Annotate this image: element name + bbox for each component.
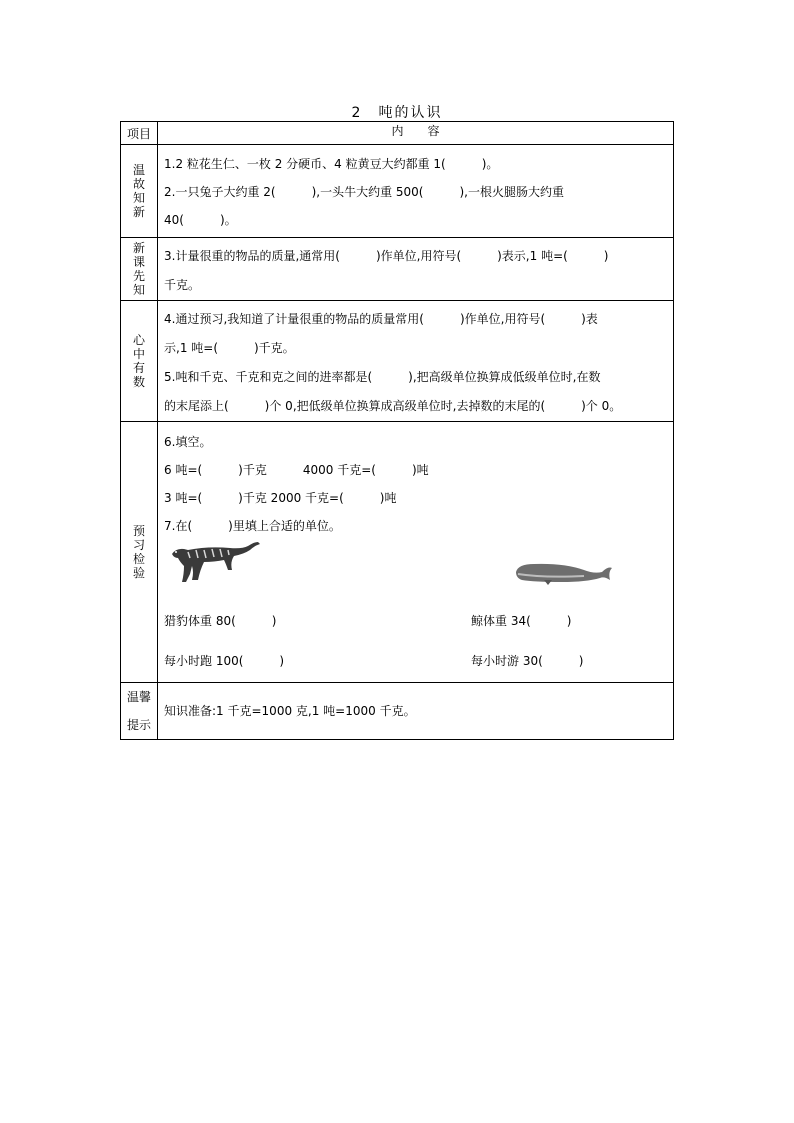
question-4-cont: 示,1 吨=( )千克。 xyxy=(164,341,295,355)
header-row xyxy=(121,122,674,145)
row-mind-content xyxy=(158,301,674,422)
row-check-label: 预习检验 xyxy=(132,524,145,580)
row-preview-label-cell xyxy=(121,238,158,301)
weight-pair xyxy=(164,602,673,640)
cheetah-image xyxy=(168,540,264,584)
question-3-cont: 千克。 xyxy=(164,278,201,292)
row-tips-label-cell xyxy=(121,683,158,740)
row-preview xyxy=(121,238,674,301)
row-review xyxy=(121,145,674,238)
header-item-label: 项目 xyxy=(126,126,151,141)
question-4: 4.通过预习,我知道了计量很重的物品的质量常用( )作单位,用符号( )表 xyxy=(164,312,598,326)
question-6-b: 3 吨=( )千克 2000 千克=( )吨 xyxy=(164,491,397,505)
row-check-content xyxy=(158,422,674,683)
row-tips-content xyxy=(158,683,674,740)
question-5: 5.吨和千克、千克和克之间的进率都是( ),把高级单位换算成低级单位时,在数 xyxy=(164,370,601,384)
row-review-label: 温故知新 xyxy=(132,163,145,219)
row-mind-label-cell xyxy=(121,301,158,422)
row-preview-label: 新课先知 xyxy=(132,241,145,297)
whale-speed: 每小时游 30( ) xyxy=(471,654,584,668)
row-check xyxy=(121,422,674,683)
question-6-a: 6 吨=( )千克 4000 千克=( )吨 xyxy=(164,463,429,477)
header-content-label: 内 容 xyxy=(391,124,440,138)
row-tips xyxy=(121,683,674,740)
worksheet-table xyxy=(120,121,674,740)
question-2: 2.一只兔子大约重 2( ),一头牛大约重 500( ),一根火腿肠大约重 xyxy=(164,185,564,199)
whale-weight: 鲸体重 34( ) xyxy=(471,614,572,628)
animal-pictures xyxy=(164,540,673,602)
row-mind-label: 心中有数 xyxy=(132,333,145,389)
row-preview-content xyxy=(158,238,674,301)
row-review-label-cell xyxy=(121,145,158,238)
row-tips-label: 温馨提示 xyxy=(126,690,151,732)
row-review-content xyxy=(158,145,674,238)
header-content-cell xyxy=(158,122,674,145)
row-mind xyxy=(121,301,674,422)
header-item-cell xyxy=(121,122,158,145)
question-5-cont: 的末尾添上( )个 0,把低级单位换算成高级单位时,去掉数的末尾的( )个 0。 xyxy=(164,399,622,413)
question-3: 3.计量很重的物品的质量,通常用( )作单位,用符号( )表示,1 吨=( ) xyxy=(164,249,609,263)
page-title: 2 吨的认识 xyxy=(351,105,443,121)
question-2-cont: 40( )。 xyxy=(164,213,237,227)
tips-text: 知识准备:1 千克=1000 克,1 吨=1000 千克。 xyxy=(164,704,416,718)
question-6: 6.填空。 xyxy=(164,435,212,449)
cheetah-weight: 猎豹体重 80( ) xyxy=(164,614,277,628)
row-check-label-cell xyxy=(121,422,158,683)
question-7: 7.在( )里填上合适的单位。 xyxy=(164,519,341,533)
cheetah-speed: 每小时跑 100( ) xyxy=(164,654,285,668)
speed-pair xyxy=(164,640,673,678)
whale-image xyxy=(514,560,614,586)
question-1: 1.2 粒花生仁、一枚 2 分硬币、4 粒黄豆大约都重 1( )。 xyxy=(164,157,499,171)
